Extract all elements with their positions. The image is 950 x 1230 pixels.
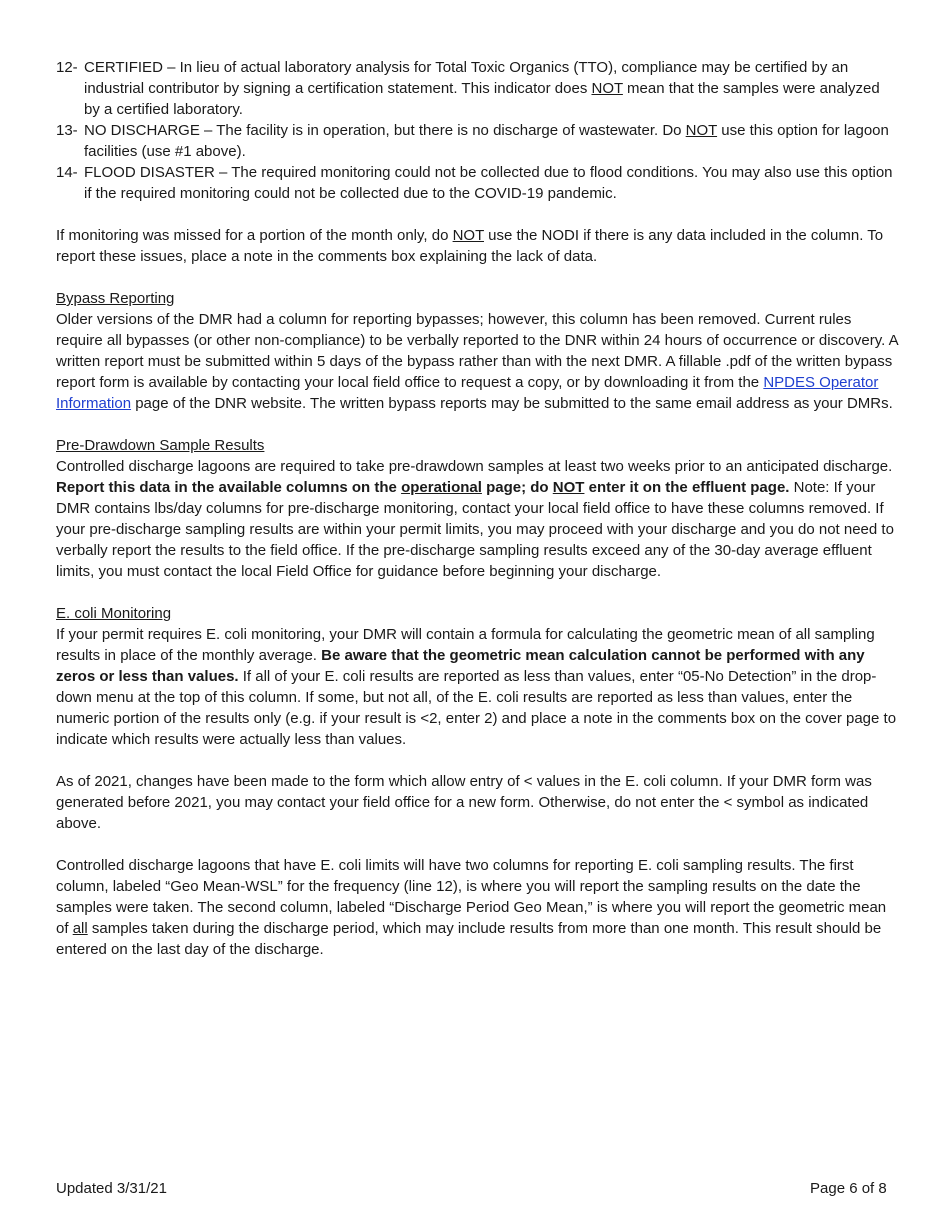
paragraph-text: use the NODI if there is any data included in the column. To report these issues, place a note in the comments box explaining the lack of data. [56, 227, 884, 265]
emphasis-not: NOT [552, 479, 585, 496]
bypass-reporting-heading: Bypass Reporting [56, 290, 175, 307]
paragraph-text: If your permit requires E. coli monitoring, your DMR will contain a formula for calculating the geometric mean of all sampling results in place of the monthly average. [56, 626, 875, 664]
paragraph-text: Note: If your DMR contains lbs/day columns for pre-discharge monitoring, contact your local field office to have these columns removed. If your pre-discharge sampling results are within your permit limits, you may proceed with your discharge and you do not need to verbally report the results to the field office. If the pre-discharge sampling results exceed any of the 30-day average effluent limits, you must contact the local Field Office for guidance before beginning your discharge. [56, 479, 894, 580]
list-item-number: 13- [56, 122, 78, 139]
list-item-text: use this option for lagoon facilities (use #1 above). [84, 122, 889, 160]
missed-monitoring-paragraph [56, 225, 898, 267]
bold-instruction [56, 479, 789, 496]
footer-page-number: Page 6 of 8 [810, 1180, 887, 1197]
emphasis-all: all [72, 920, 88, 937]
paragraph-text: If all of your E. coli results are reported as less than values, enter “05-No Detection” in the drop-down menu at the top of this column. If some, but not all, of the E. coli results are reported as less than values, enter the numeric portion of the results only (e.g. if your result is <2, enter 2) and place a note in the comments box on the cover page to indicate which results were actually less than values. [56, 668, 897, 748]
ecoli-paragraph-1 [56, 624, 898, 750]
list-item [56, 57, 898, 120]
paragraph-text: samples taken during the discharge period, which may include results from more than one month. This result should be entered on the last day of the discharge. [56, 920, 882, 958]
list-item-number: 14- [56, 164, 78, 181]
pre-drawdown-paragraph [56, 456, 898, 582]
emphasis-not: NOT [685, 122, 718, 139]
list-item-text: CERTIFIED – In lieu of actual laboratory analysis for Total Toxic Organics (TTO), compliance may be certified by an industrial contributor by signing a certification statement. This indicator does [84, 59, 849, 97]
document-body [56, 57, 898, 960]
list-item-text: FLOOD DISASTER – The required monitoring could not be collected due to flood conditions. You may also use this option if the required monitoring could not be collected due to the COVID-19 pandemic. [84, 164, 893, 202]
bold-warning: Be aware that the geometric mean calculation cannot be performed with any zeros or less than values. [56, 647, 865, 685]
emphasis-not: NOT [591, 80, 623, 97]
bypass-reporting-paragraph [56, 309, 898, 414]
emphasis-operational: operational [401, 479, 482, 496]
list-item-text: NO DISCHARGE – The facility is in operation, but there is no discharge of wastewater. Do [84, 122, 686, 139]
paragraph-text: Controlled discharge lagoons are required to take pre-drawdown samples at least two weeks prior to an anticipated discharge. [56, 458, 893, 475]
ecoli-paragraph-3 [56, 855, 898, 960]
list-item-text: mean that the samples were analyzed by a certified laboratory. [84, 80, 880, 118]
indicator-list [56, 57, 898, 204]
bold-text: Report this data in the available columns on the [56, 479, 402, 496]
emphasis-not: NOT [452, 227, 484, 244]
paragraph-text: If monitoring was missed for a portion of the month only, do [56, 227, 453, 244]
list-item [56, 162, 898, 204]
paragraph-text: page of the DNR website. The written bypass reports may be submitted to the same email address as your DMRs. [131, 395, 893, 412]
paragraph-text: Older versions of the DMR had a column for reporting bypasses; however, this column has been removed. Current rules require all bypasses (or other non-compliance) to be verbally reported to the DNR within 24 hours of occurrence or discovery. A written report must be submitted within 5 days of the bypass rather than with the next DMR. A fillable .pdf of the written bypass report form is available by contacting your local field office to request a copy, or by downloading it from the [56, 311, 898, 391]
list-item-number: 12- [56, 59, 78, 76]
ecoli-paragraph-2: As of 2021, changes have been made to the form which allow entry of < values in the E. coli column. If your DMR form was generated before 2021, you may contact your field office for a new form. Otherwise, do not enter the < symbol as indicated above. [56, 773, 872, 832]
bold-text: page; do [481, 479, 553, 496]
list-item [56, 120, 898, 162]
npdes-operator-information-link[interactable]: NPDES Operator Information [56, 374, 879, 412]
footer-updated-date: Updated 3/31/21 [56, 1180, 167, 1197]
ecoli-monitoring-heading: E. coli Monitoring [56, 605, 172, 622]
bold-text: enter it on the effluent page. [584, 479, 790, 496]
paragraph-text: Controlled discharge lagoons that have E. coli limits will have two columns for reporting E. coli sampling results. The first column, labeled “Geo Mean-WSL” for the frequency (line 12), is where you will report the sampling results on the date the samples were taken. The second column, labeled “Discharge Period Geo Mean,” is where you will report the geometric mean of [56, 857, 887, 937]
pre-drawdown-heading: Pre-Drawdown Sample Results [56, 437, 265, 454]
